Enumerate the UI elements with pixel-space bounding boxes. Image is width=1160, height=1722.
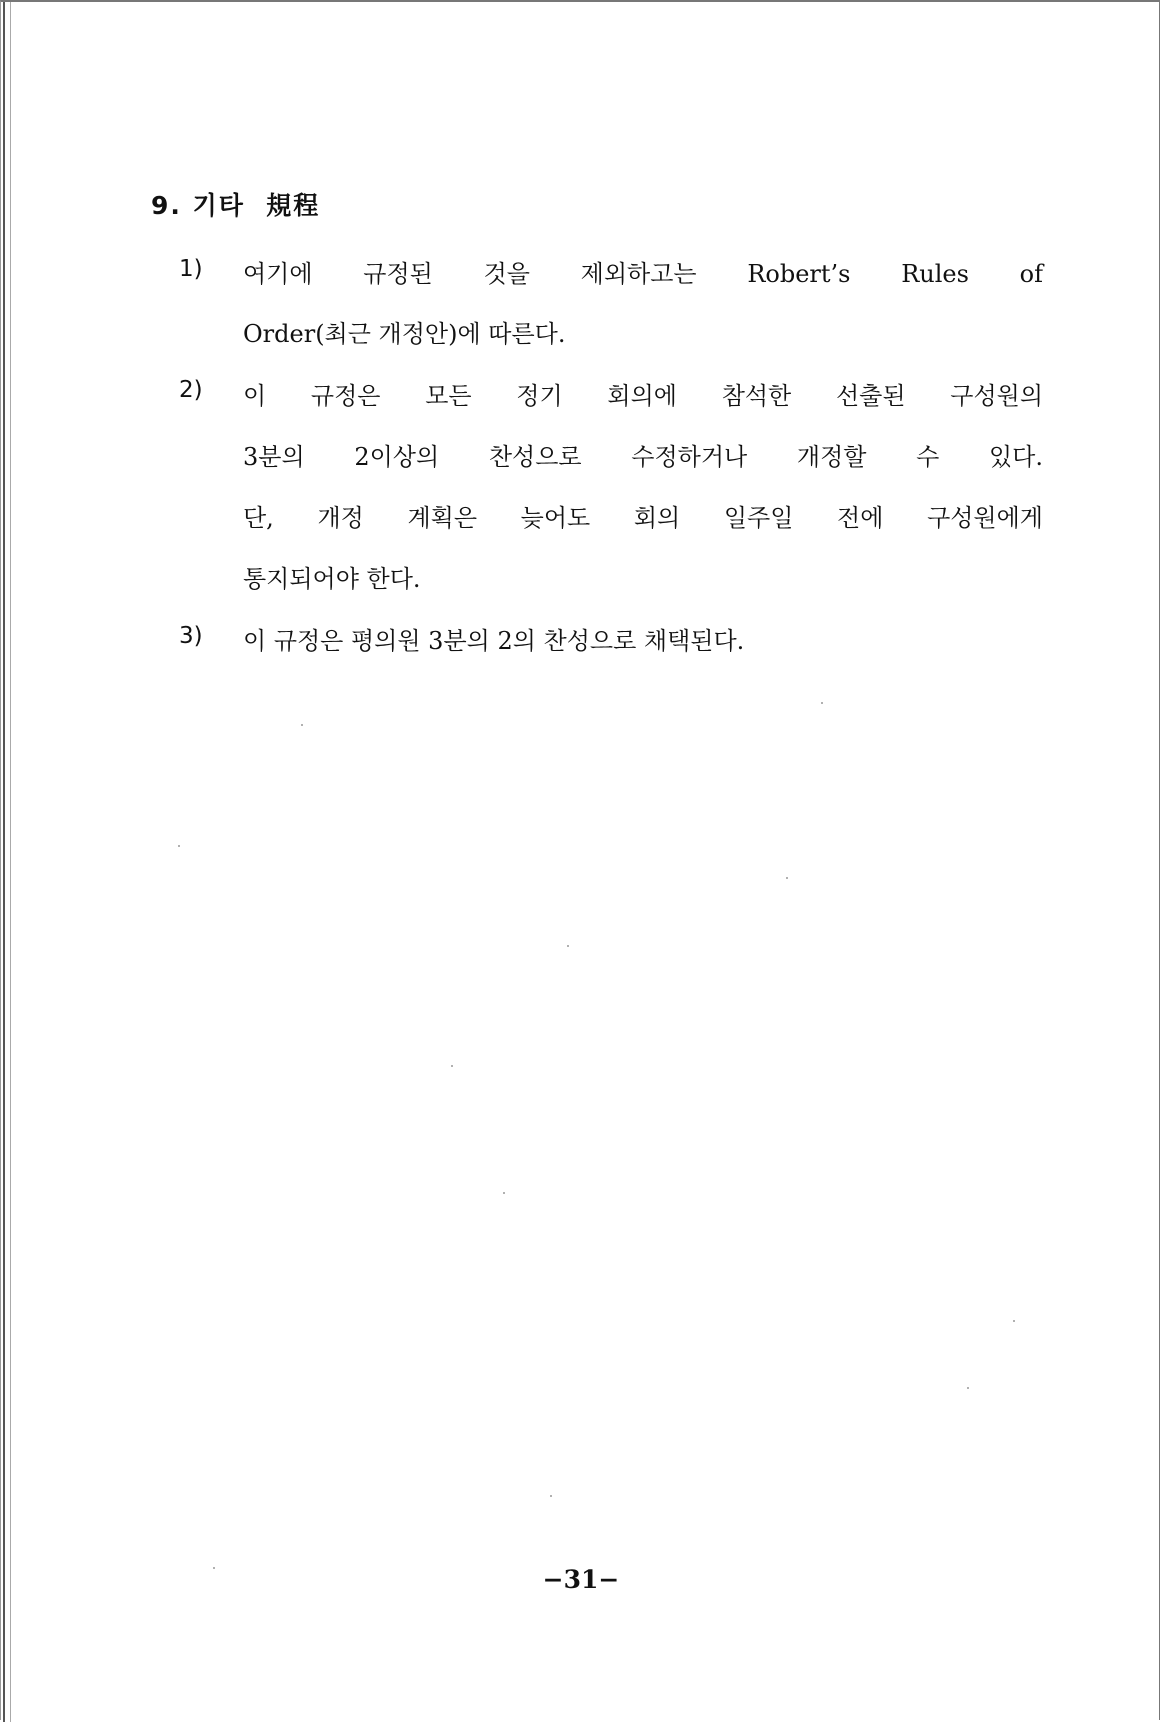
scan-speck [301, 724, 303, 726]
scan-speck [550, 1495, 552, 1497]
scan-speck [786, 877, 788, 879]
item-1-line-2: Order(최근 개정안)에 따른다. [243, 320, 566, 348]
page-binding-edge [3, 2, 11, 1722]
section-heading: 9. 기타 規程 [151, 191, 321, 220]
scan-speck [821, 702, 823, 704]
item-2-line-1: 이 규정은 모든 정기 회의에 참석한 선출된 구성원의 [243, 382, 1043, 410]
item-2-line-2: 3분의 2이상의 찬성으로 수정하거나 개정할 수 있다. [243, 443, 1043, 471]
item-number-3: 3) [179, 623, 203, 649]
page-number: −31− [542, 1565, 620, 1594]
scan-speck [178, 845, 180, 847]
scan-speck [1013, 1320, 1015, 1322]
item-number-1: 1) [179, 256, 203, 282]
item-2-line-4: 통지되어야 한다. [243, 565, 421, 593]
item-number-2: 2) [179, 377, 203, 403]
scan-speck [967, 1387, 969, 1389]
item-2-line-3: 단, 개정 계획은 늦어도 회의 일주일 전에 구성원에게 [243, 504, 1043, 532]
scan-speck [567, 945, 569, 947]
item-1-line-1: 여기에 규정된 것을 제외하고는 Robert’s Rules of [243, 260, 1043, 288]
scan-speck [451, 1065, 453, 1067]
scan-speck [213, 1567, 215, 1569]
item-3-line-1: 이 규정은 평의원 3분의 2의 찬성으로 채택된다. [243, 627, 745, 655]
scan-speck [503, 1192, 505, 1194]
